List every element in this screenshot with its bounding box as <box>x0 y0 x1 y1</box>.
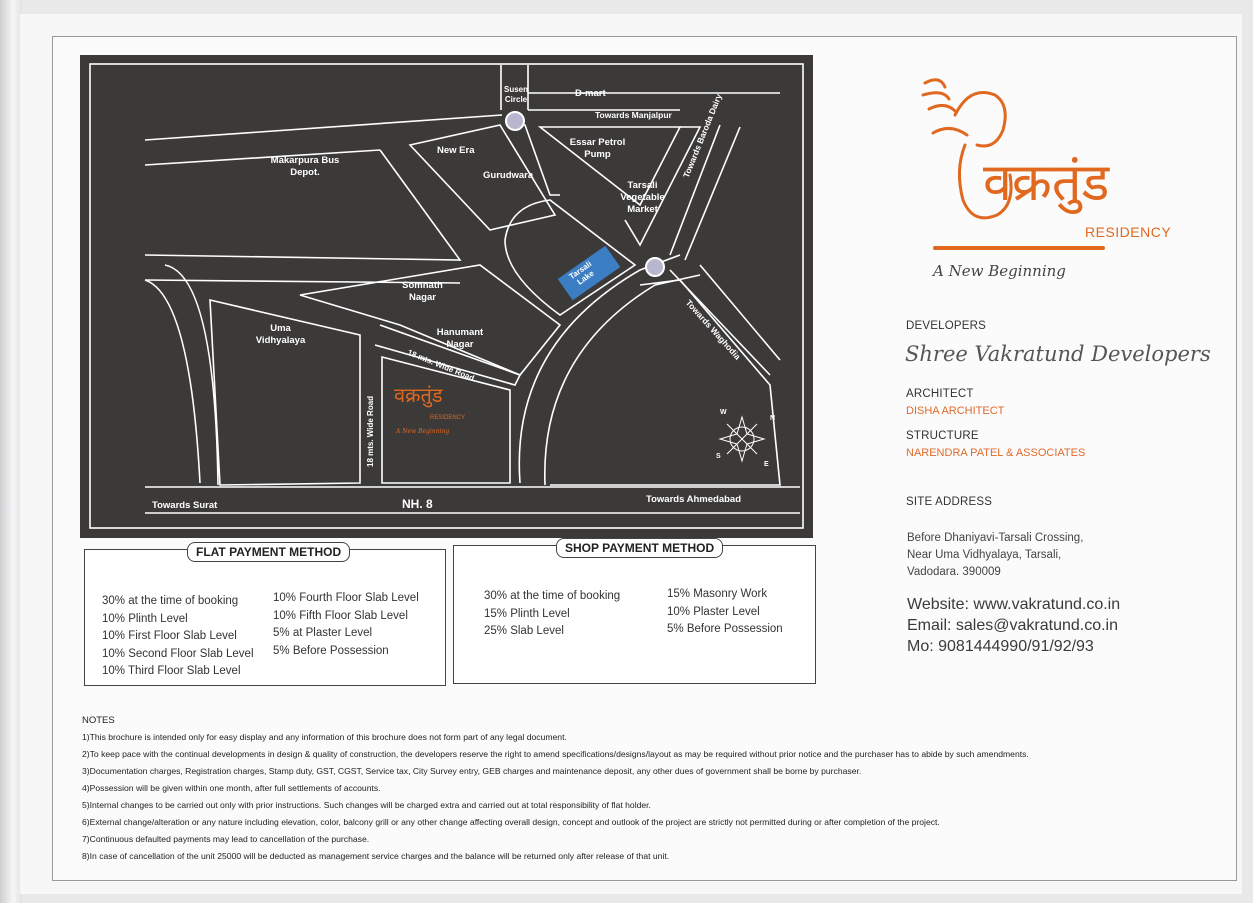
map-label-waghodia: Towards Waghodia <box>683 297 743 362</box>
map-label-road-18-b: 18 mts. Wide Road <box>366 395 375 467</box>
compass-n: N <box>770 415 776 422</box>
map-label-manjalpur: Towards Manjalpur <box>595 110 672 120</box>
list-item: 5% Before Possession <box>667 623 783 635</box>
website-link[interactable]: Website: www.vakratund.co.in <box>907 596 1121 613</box>
structure-label: STRUCTURE <box>906 430 979 442</box>
brand-tagline: A New Beginning <box>933 262 1066 280</box>
map-label-ahmedabad: Towards Ahmedabad <box>646 494 742 505</box>
contact-block <box>907 594 1120 657</box>
brand-logo <box>915 75 1190 290</box>
map-label-uma: Uma Vidhyalaya <box>255 323 306 346</box>
shop-payment-box <box>453 541 816 684</box>
address-line: Before Dhaniyavi-Tarsali Crossing, <box>907 532 1084 544</box>
site-address-label: SITE ADDRESS <box>906 496 993 508</box>
note-item: 6)External change/alteration or any nature including elevation, color, balcony grill or any other change affecting overall design, concept and outlook of the project are strictly not permitted during or after completion of the project. <box>82 817 940 827</box>
structure-name: NARENDRA PATEL & ASSOCIATES <box>906 447 1086 459</box>
list-item: 10% Plinth Level <box>102 612 188 625</box>
compass-w: W <box>720 409 727 416</box>
shop-payment-col1 <box>484 588 620 641</box>
list-item: 30% at the time of booking <box>484 590 621 602</box>
compass-icon <box>720 417 764 461</box>
map-label-gurudwara: Gurudwara <box>483 170 534 181</box>
map-label-essar: Essar Petrol Pump <box>569 137 626 160</box>
list-item: 10% Fifth Floor Slab Level <box>273 609 408 622</box>
flat-payment-box <box>84 545 446 686</box>
list-item: 15% Masonry Work <box>667 588 768 600</box>
notes-heading: NOTES <box>82 715 115 726</box>
flat-payment-col1 <box>102 593 254 681</box>
list-item: 30% at the time of booking <box>102 595 239 607</box>
note-item: 5)Internal changes to be carried out only with prior instructions. Such changes will be charged extra and carried out at total responsibility of flat holder. <box>82 800 651 810</box>
email-link[interactable]: Email: sales@vakratund.co.in <box>907 617 1118 634</box>
map-project-residency: RESIDENCY <box>430 415 466 421</box>
note-item: 8)In case of cancellation of the unit 25000 will be deducted as management service charges and the balance will be returned only after release of that unit. <box>82 851 670 861</box>
map-project-marker <box>390 375 470 445</box>
list-item: 10% Fourth Floor Slab Level <box>273 592 419 604</box>
map-label-hanumant: Hanumant Nagar <box>436 327 484 350</box>
map-label-newera: New Era <box>437 145 475 156</box>
map-label-nh8: NH. 8 <box>402 497 433 511</box>
map-label-tarsali-lake: Tarsali Lake <box>567 259 596 287</box>
map-label-tarsali-market: Tarsali Vegetable Market <box>620 180 665 215</box>
flat-payment-col2 <box>273 590 419 660</box>
developers-label: DEVELOPERS <box>906 320 986 332</box>
list-item: 5% Before Possession <box>273 644 389 657</box>
note-item: 7)Continuous defaulted payments may lead to cancellation of the purchase. <box>82 834 370 844</box>
list-item: 10% Third Floor Slab Level <box>102 665 241 677</box>
map-project-tagline: A New Beginning <box>396 428 450 435</box>
note-item: 2)To keep pace with the continual developments in design & quality of construction, the developers reserve the right to amend specifications/designs/layout as may be required without prior notice and the purchaser has to abide by such amendments. <box>82 749 1029 759</box>
location-map <box>80 55 813 538</box>
phone-number: Mo: 9081444990/91/92/93 <box>907 638 1094 655</box>
list-item: 10% Plaster Level <box>667 605 760 618</box>
brand-name: वक्रतुंड <box>983 153 1110 213</box>
note-item: 1)This brochure is intended only for easy display and any information of this brochure does not form part of any legal document. <box>82 732 567 742</box>
list-item: 5% at Plaster Level <box>273 627 373 639</box>
map-label-road-18-a: 18 mts. Wide Road <box>406 347 476 383</box>
list-item: 25% Slab Level <box>484 625 564 637</box>
note-item: 3)Documentation charges, Registration charges, Stamp duty, GST, CGST, Service tax, City Survey entry, GEB charges and maintenance deposit, any other dues of government shall be borne by purchaser. <box>82 766 862 776</box>
map-label-surat: Towards Surat <box>152 500 218 511</box>
list-item: 10% First Floor Slab Level <box>102 630 237 642</box>
address-line: Vadodara. 390009 <box>907 566 1001 578</box>
map-label-dmart: D-mart <box>575 88 606 99</box>
brand-underline <box>933 246 1105 250</box>
address-line: Near Uma Vidhyalaya, Tarsali, <box>907 549 1062 561</box>
architect-name: DISHA ARCHITECT <box>906 405 1005 417</box>
map-label-makarpura: Makarpura Bus Depot. <box>270 155 340 178</box>
notes-section <box>82 712 1029 865</box>
list-item: 10% Second Floor Slab Level <box>102 647 254 660</box>
compass-e: E <box>764 461 769 468</box>
shop-payment-title: SHOP PAYMENT METHOD <box>556 538 723 558</box>
map-project-logo: वक्रतुंड <box>394 383 443 407</box>
developers-name: Shree Vakratund Developers <box>905 342 1211 366</box>
note-item: 4)Possession will be given within one month, after full settlements of accounts. <box>82 783 381 793</box>
shop-payment-col2 <box>667 586 783 639</box>
compass-s: S <box>716 453 721 460</box>
list-item: 15% Plinth Level <box>484 607 570 620</box>
site-address <box>907 530 1083 581</box>
map-label-baroda-dairy: Towards Baroda Dairy <box>680 92 724 180</box>
architect-label: ARCHITECT <box>906 388 974 400</box>
flat-payment-title: FLAT PAYMENT METHOD <box>187 542 350 562</box>
binding-edge <box>0 0 22 903</box>
brand-residency: RESIDENCY <box>1085 224 1172 240</box>
map-label-somnath: Somnath Nagar <box>402 280 443 303</box>
map-label-susen: Susen Circle <box>503 85 528 104</box>
